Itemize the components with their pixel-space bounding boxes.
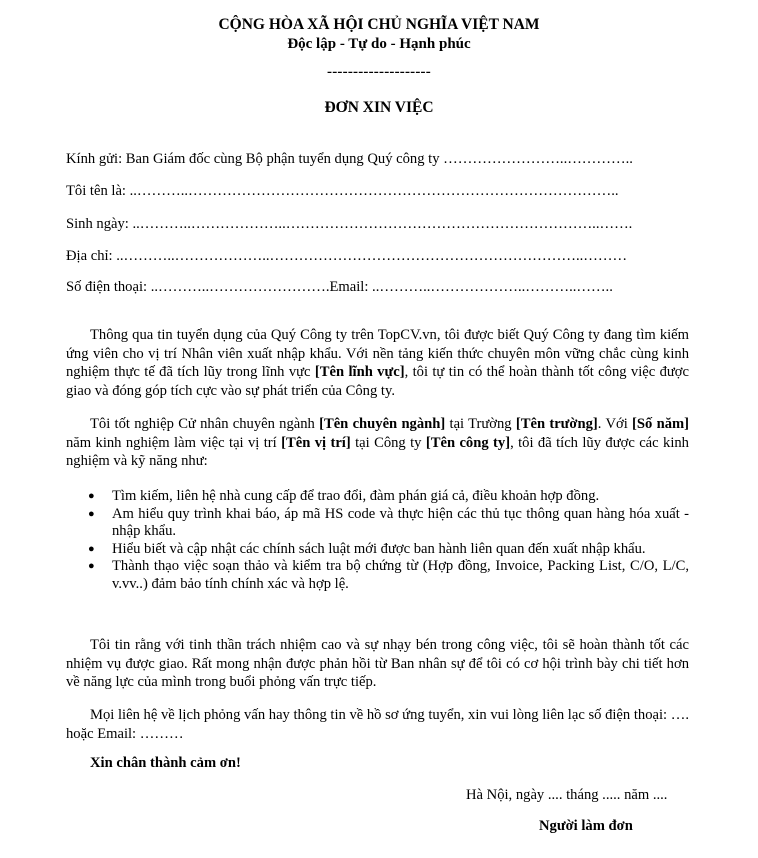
phone-email-field: Số điện thoại: ..………..…………………….Email: ..………..………………..………..…….. <box>66 279 613 295</box>
bullet-icon: ● <box>88 490 95 502</box>
major-placeholder: [Tên chuyên ngành] <box>319 416 446 432</box>
list-item <box>66 506 689 541</box>
contact-text: Mọi liên hệ về lịch phỏng vấn hay thông tin về hồ sơ ứng tuyển, xin vui lòng liên lạc số điện thoại: …. hoặc Email: ……… <box>66 707 689 742</box>
signature-label: Người làm đơn <box>539 818 633 834</box>
country-title: CỘNG HÒA XÃ HỘI CHỦ NGHĨA VIỆT NAM <box>218 16 540 33</box>
years-placeholder: [Số năm] <box>632 416 690 432</box>
intro-text-b: , tôi tự tin có thể hoàn thành tốt công việc được giao và đóng góp tích cực vào sự phát triển của Công ty. <box>66 364 689 399</box>
recipient-line: Kính gửi: Ban Giám đốc cùng Bộ phận tuyển dụng Quý công ty ……………………..………….. <box>66 151 633 167</box>
divider: -------------------- <box>327 64 431 80</box>
place-date: Hà Nội, ngày .... tháng ..... năm .... <box>466 787 668 803</box>
edu-text-4: năm kinh nghiệm làm việc tại vị trí <box>66 434 282 451</box>
bullet-icon: ● <box>88 560 95 573</box>
intro-text-a: Thông qua tin tuyển dụng của Quý Công ty trên TopCV.vn, tôi được biết Quý Công ty đang tìm kiếm ứng viên cho vị trí Nhân viên xuất nhập khẩu. Với nền tảng kiến thức chuyên môn vững chắc cùng kinh nghiệm thực tế đã tích lũy trong lĩnh vực <box>66 327 689 381</box>
name-field: Tôi tên là: ..………..…………………………………………………………………………….. <box>66 183 619 199</box>
company-placeholder: [Tên công ty] <box>425 434 511 451</box>
list-item <box>66 541 689 559</box>
edu-text-1: Tôi tốt nghiệp Cử nhân chuyên ngành <box>90 416 320 432</box>
motto: Độc lập - Tự do - Hạnh phúc <box>287 36 471 52</box>
school-placeholder: [Tên trường] <box>515 416 598 432</box>
field-placeholder: [Tên lĩnh vực] <box>314 364 405 381</box>
bullet-icon: ● <box>88 507 95 520</box>
edu-text-2: tại Trường <box>445 416 516 432</box>
commitment-paragraph <box>66 636 689 692</box>
address-field: Địa chỉ: ..………..………………..………………………………………………………..……… <box>66 248 628 264</box>
edu-text-6: , tôi đã tích lũy được các kinh nghiệm và kỹ năng như: <box>66 434 689 470</box>
commitment-text: Tôi tin rằng với tinh thần trách nhiệm cao và sự nhạy bén trong công việc, tôi sẽ hoàn thành tốt các nhiệm vụ được giao. Rất mong nhận được phản hồi từ Ban nhân sự để tôi có cơ hội trình bày chi tiết hơn về năng lực của mình trong buổi phỏng vấn trực tiếp. <box>66 637 689 691</box>
education-paragraph <box>66 415 689 471</box>
intro-paragraph <box>66 326 689 400</box>
edu-text-3: . Với <box>597 416 633 432</box>
skills-list <box>66 488 689 594</box>
closing-text: Xin chân thành cảm ơn! <box>90 755 241 771</box>
position-placeholder: [Tên vị trí] <box>281 434 351 451</box>
list-item <box>66 558 689 593</box>
contact-paragraph <box>66 706 689 743</box>
list-item <box>66 488 689 506</box>
list-item-text: Am hiểu quy trình khai báo, áp mã HS code và thực hiện các thủ tục thông quan hàng hóa xuất - nhập khẩu. <box>112 505 689 540</box>
list-item-text: Thành thạo việc soạn thảo và kiểm tra bộ chứng từ (Hợp đồng, Invoice, Packing List, C/O, L/C, v.vv..) đảm bảo tính chính xác và hợp lệ. <box>112 558 689 592</box>
bullet-icon: ● <box>88 542 95 555</box>
list-item-text: Hiểu biết và cập nhật các chính sách luật mới được ban hành liên quan đến xuất nhập khẩu. <box>112 540 646 557</box>
list-item-text: Tìm kiếm, liên hệ nhà cung cấp để trao đổi, đàm phán giá cả, điều khoản hợp đồng. <box>112 488 600 504</box>
dob-field: Sinh ngày: ..………..………………..………………………………………………………..……. <box>66 216 633 232</box>
edu-text-5: tại Công ty <box>350 434 426 451</box>
document-title: ĐƠN XIN VIỆC <box>324 99 434 116</box>
